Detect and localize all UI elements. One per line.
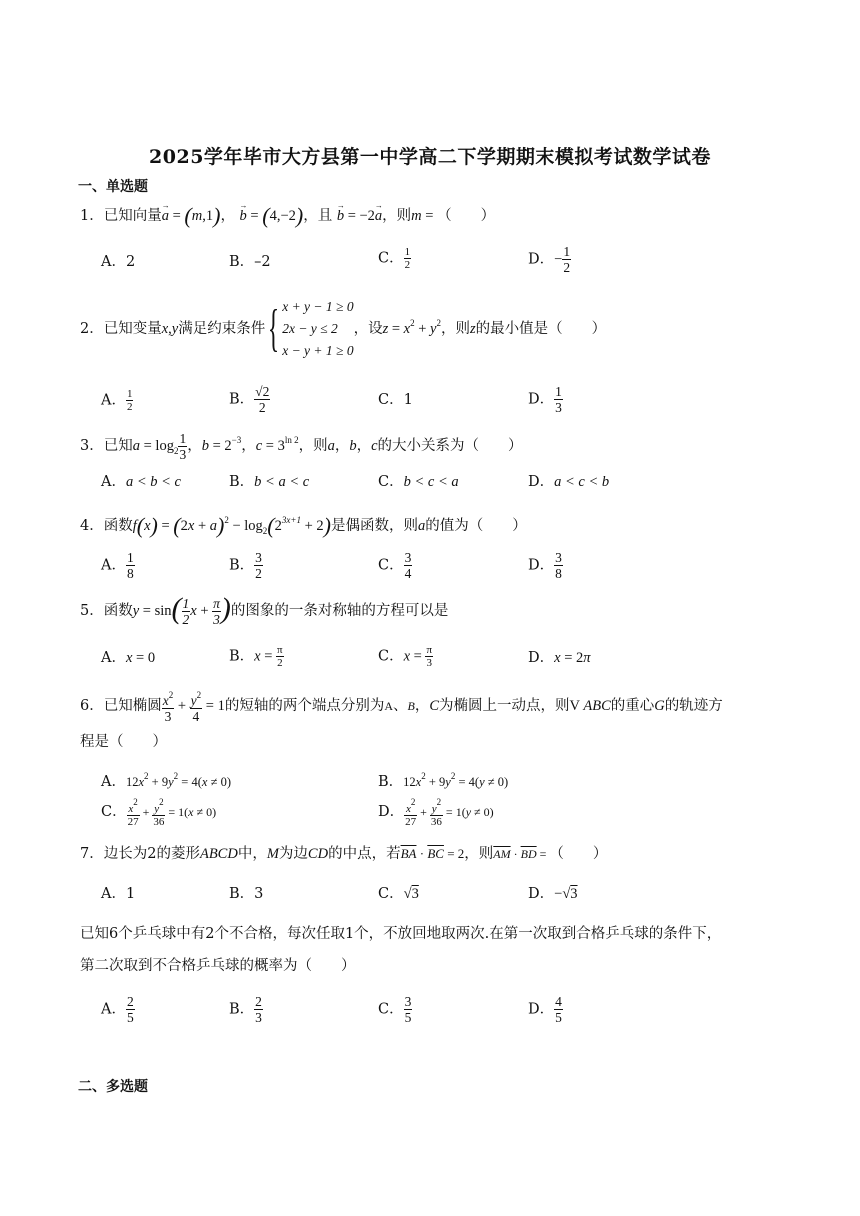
option-a: A．1 — [101, 886, 136, 902]
option-d: D．a < c < b — [528, 474, 610, 490]
option-c: C．1 — [378, 392, 413, 408]
option-a: A．2 — [101, 254, 136, 270]
question-8-continued: 第二次取到不合格乒乓球的概率为（ ） — [80, 958, 356, 974]
option-a: A．x = 0 — [101, 650, 156, 666]
option-a: A． $\frac{2}{5}$ — [101, 994, 134, 1025]
question-5: 5．函数y = sin( $\frac{1}{2}$ x + $\frac{\pi}{3}$ )的图象的一条对称轴的方程可以是 — [80, 591, 449, 627]
option-a: A．$12x^2 + 9y^2 = 4(x \ne 0)$ — [101, 771, 231, 790]
option-b: B．3 — [229, 886, 264, 902]
question-6-continued: 程是（ ） — [80, 734, 167, 750]
option-c: C． $\frac{3}{5}$ — [378, 994, 412, 1025]
option-b: B． $\frac{2}{3}$ — [229, 994, 262, 1025]
option-b: B． $\frac{√2}{2}$ — [229, 384, 270, 415]
option-b: B．–2 — [229, 254, 271, 270]
option-a: A． $\frac{1}{8}$ — [101, 550, 134, 581]
option-b: B． $\frac{3}{2}$ — [229, 550, 262, 581]
formula: → b = −2→ a — [337, 208, 382, 224]
option-b: B．x = $\frac{\pi}{2}$ — [229, 644, 283, 669]
formula: $f(x) = (2x + a)^2 - \log_2(2^{3x+1} + 2)$ — [132, 513, 331, 538]
question-text: 已知向量 — [103, 208, 162, 224]
question-1: 1．已知向量→ a = (m,1)， → b = (4,−2)，且 → b = −2→ a，则m = （ ） — [80, 206, 495, 226]
constraint-system: x + y − 1 ≥ 0 2x − y ≤ 2 x − y + 1 ≥ 0 — [282, 299, 354, 358]
option-d: D． $\frac{x^2}{27}$ + $\frac{y^2}{36}$ = 1(y ≠ 0) — [378, 797, 494, 828]
option-c: C． $\frac{1}{2}$ — [378, 246, 411, 271]
option-c: C．x = $\frac{\pi}{3}$ — [378, 644, 433, 669]
question-3: 3．已知$a = \log_2$ $\frac{1}{3}$ ，$b = 2^{-3}$，$c = 3^{ln 2}$，则a，b，c的大小关系为（ ） — [80, 430, 523, 462]
formula: $z = x^2 + y^2$ — [382, 318, 441, 337]
formula: y = sin( $\frac{1}{2}$ x + $\frac{\pi}{3}$ ) — [132, 591, 231, 627]
section-heading-multiple-choice: 二、多选题 — [78, 1079, 148, 1095]
section-heading-single-choice: 一、单选题 — [78, 179, 148, 195]
option-d: D．x = 2π — [528, 650, 591, 666]
option-d: D． $\frac{1}{3}$ — [528, 384, 562, 415]
option-d: D．− $\frac{1}{2}$ — [528, 244, 571, 275]
option-c: C．b < c < a — [378, 474, 459, 490]
option-c: C． $\frac{3}{4}$ — [378, 550, 412, 581]
question-number: 1． — [80, 208, 104, 224]
page-title: 2025学年毕市大方县第一中学高二下学期期末模拟考试数学试卷 — [149, 146, 711, 168]
formula: $a = \log_2$ — [132, 438, 179, 456]
question-4: 4．函数$f(x) = (2x + a)^2 - \log_2(2^{3x+1} + 2)$是偶函数，则a的值为（ ） — [80, 513, 527, 538]
question-6: 6．已知椭圆 $\frac{x^2}{3}$ + $\frac{y^2}{4}$ = 1的短轴的两个端点分别为A、B，C为椭圆上一动点，则V ABC的重心G的轨迹方 — [80, 690, 723, 724]
option-d: D． $\frac{4}{5}$ — [528, 994, 562, 1025]
formula: m — [411, 208, 422, 224]
option-d: D．−√3 — [528, 886, 578, 902]
option-b: B．b < a < c — [229, 474, 310, 490]
formula: → a = (m,1) — [162, 208, 221, 224]
option-a: A．a < b < c — [101, 474, 181, 490]
question-7: 7．边长为2的菱形ABCD中，M为边CD的中点，若$\overline{BA} \cdot \overline{BC} = 2$，则$\overline{AM} \cdot \overline{BD}$ = （ ） — [80, 846, 608, 862]
option-c: C．√3 — [378, 886, 419, 902]
question-2: 2．已知变量x,y满足约束条件{ x + y − 1 ≥ 0 2x − y ≤ 2 x − y + 1 ≥ 0，设$z = x^2 + y^2$，则z的最小值是（ ） — [80, 296, 606, 362]
option-a: A． $\frac{1}{2}$ — [101, 388, 133, 413]
formula: → b = (4,−2) — [240, 208, 304, 224]
question-8: 已知6个乒乓球中有2个不合格，每次任取1个，不放回地取两次.在第一次取到合格乒乓球的条件下， — [80, 926, 722, 942]
formula: x,y — [161, 321, 179, 337]
option-b: B．$12x^2 + 9y^2 = 4(y \ne 0)$ — [378, 771, 509, 790]
option-c: C． $\frac{x^2}{27}$ + $\frac{y^2}{36}$ = 1(x ≠ 0) — [101, 797, 217, 828]
option-d: D． $\frac{3}{8}$ — [528, 550, 562, 581]
